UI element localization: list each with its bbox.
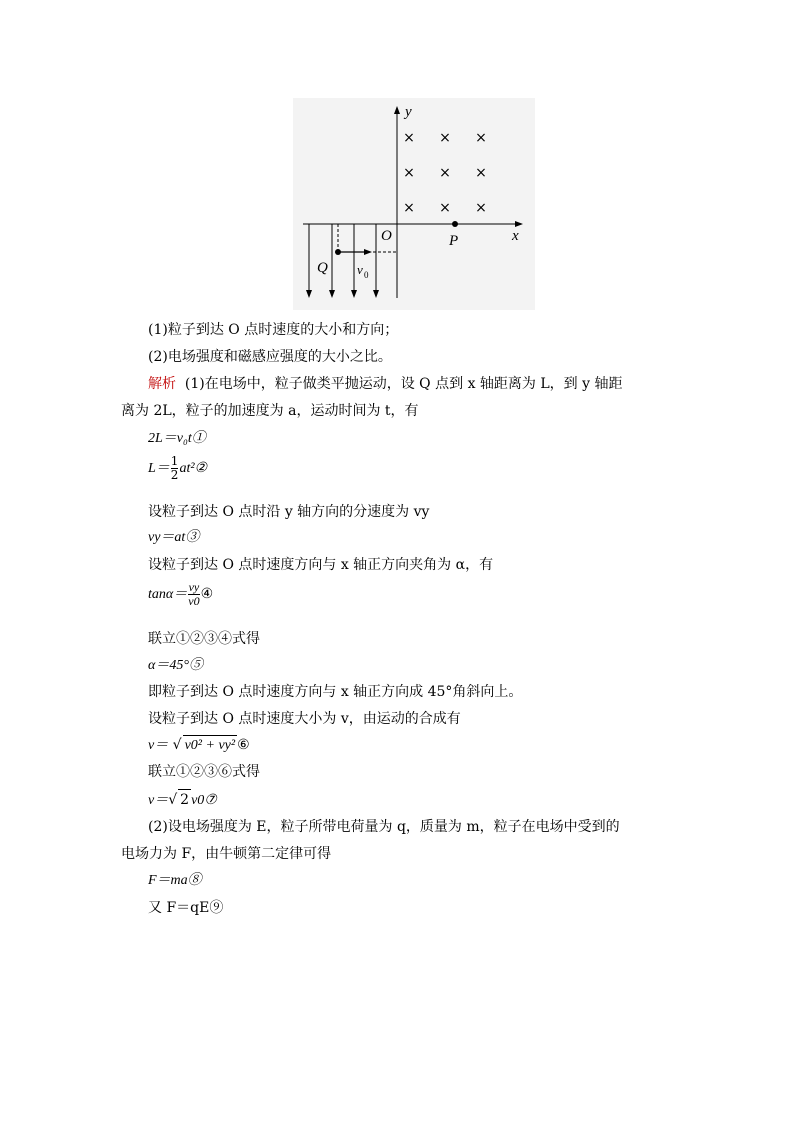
text-combine-2: 联立①②③⑥式得 <box>148 764 260 780</box>
equation-2-left: L＝ <box>148 461 170 476</box>
point-p <box>452 221 458 227</box>
text-combine-1: 联立①②③④式得 <box>148 631 260 647</box>
field-cross: × <box>439 200 451 216</box>
electric-field-arrows <box>306 290 379 298</box>
fraction-denominator: 2 <box>170 467 179 482</box>
electric-field-lines <box>309 224 376 292</box>
x-axis-arrow <box>515 221 523 227</box>
equation-6-left: v＝ <box>148 738 169 753</box>
equation-4-left: tanα＝ <box>148 587 188 602</box>
field-cross: × <box>439 130 451 146</box>
x-axis-label: x <box>512 228 519 244</box>
text-direction-conclusion: 即粒子到达 O 点时速度方向与 x 轴正方向成 45°角斜向上。 <box>148 684 523 700</box>
equation-6-right: ⑥ <box>237 737 250 753</box>
v0-label: v <box>357 262 363 277</box>
fraction-vy-v0 <box>188 581 199 608</box>
text-speed-definition: 设粒子到达 O 点时速度大小为 v，由运动的合成有 <box>148 711 461 727</box>
solution-intro-line2: 离为 2L，粒子的加速度为 a，运动时间为 t，有 <box>121 403 419 419</box>
text-angle-definition: 设粒子到达 O 点时速度方向与 x 轴正方向夹角为 α，有 <box>148 557 494 573</box>
point-p-label: P <box>449 233 459 249</box>
equation-6: v＝ √ v0² + vy² ⑥ <box>148 735 250 756</box>
equation-1: 2L＝v₀t① <box>148 431 206 446</box>
solution-intro-line1 <box>148 374 622 394</box>
v0-subscript: 0 <box>364 270 369 280</box>
y-axis-arrow <box>394 106 400 114</box>
equation-7-right: v0⑦ <box>191 793 217 808</box>
equation-6-radicand: v0² + vy² <box>183 735 237 756</box>
origin-label: O <box>381 228 392 244</box>
field-cross: × <box>475 165 487 181</box>
fraction-numerator: vy <box>188 579 200 594</box>
equation-3: vy＝at③ <box>148 530 200 545</box>
fraction-numerator: 1 <box>170 453 179 468</box>
part2-line1: (2)设电场强度为 E，粒子所带电荷量为 q，质量为 m，粒子在电场中受到的 <box>148 819 620 835</box>
magnetic-field-marks <box>403 130 487 216</box>
equation-7: v＝√ 2 v0⑦ <box>148 789 217 811</box>
diagram-svg <box>293 98 535 310</box>
equation-2 <box>148 454 207 483</box>
field-cross: × <box>403 200 415 216</box>
v0-arrowhead <box>364 249 372 255</box>
fraction-one-half <box>171 455 179 482</box>
question-1: (1)粒子到达 O 点时速度的大小和方向； <box>148 322 399 338</box>
equation-2-right: at²② <box>179 461 208 476</box>
solution-intro-text: (1)在电场中，粒子做类平抛运动，设 Q 点到 x 轴距离为 L，到 y 轴距 <box>184 376 623 392</box>
field-cross: × <box>403 130 415 146</box>
equation-7-left: v＝ <box>148 793 169 808</box>
equation-5: α＝45°⑤ <box>148 658 203 673</box>
solution-label: 解析 <box>148 376 176 392</box>
point-q-label: Q <box>317 260 328 276</box>
equation-4 <box>148 580 213 609</box>
text-vy-definition: 设粒子到达 O 点时沿 y 轴方向的分速度为 vy <box>148 504 430 520</box>
part2-line2: 电场力为 F，由牛顿第二定律可得 <box>121 846 332 862</box>
field-cross: × <box>475 130 487 146</box>
field-cross: × <box>403 165 415 181</box>
field-diagram <box>293 98 535 310</box>
equation-7-radicand: 2 <box>178 789 191 810</box>
y-axis-label: y <box>405 104 412 120</box>
field-cross: × <box>475 200 487 216</box>
equation-8: F＝ma⑧ <box>148 873 202 888</box>
equation-4-right: ④ <box>200 586 214 602</box>
field-cross: × <box>439 165 451 181</box>
fraction-denominator: v0 <box>188 593 200 608</box>
question-2: (2)电场强度和磁感应强度的大小之比。 <box>148 349 392 365</box>
equation-9: 又 F＝qE⑨ <box>148 900 224 916</box>
